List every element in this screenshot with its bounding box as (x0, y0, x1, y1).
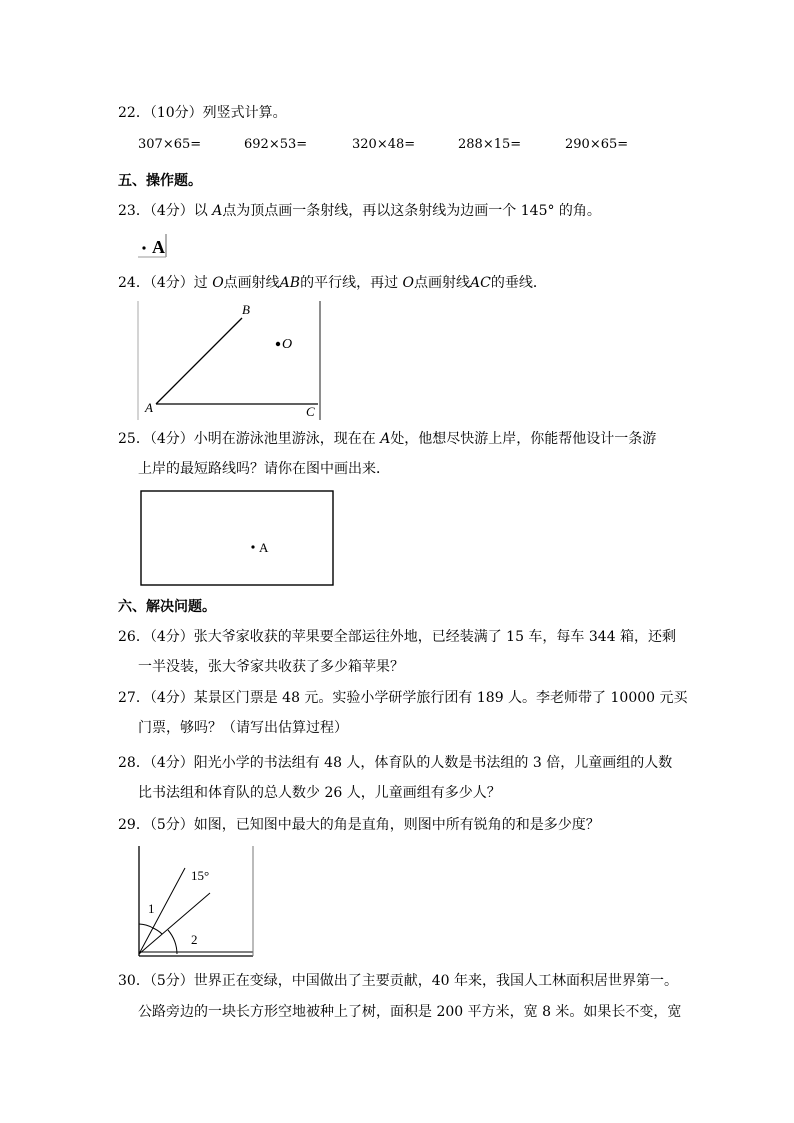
point-a-dot (142, 246, 145, 249)
calc-expr-5: 290×65= (565, 137, 629, 152)
pool-rectangle (141, 491, 333, 585)
angle-15-arc (153, 928, 162, 934)
q28-line-2: 比书法组和体育队的总人数少 26 人，儿童画组有多少人？ (138, 785, 501, 801)
label-b: B (242, 302, 250, 317)
label-o: O (282, 337, 293, 352)
calc-expr-2: 692×53= (244, 137, 308, 152)
q22-text: 22．（10分）列竖式计算。 (118, 105, 287, 121)
q23-text: 23．（4分）以 A点为顶点画一条射线，再以这条射线为边画一个 145° 的角。 (118, 203, 601, 219)
q29-text: 29．（5分）如图，已知图中最大的角是直角，则图中所有锐角的和是多少度？ (118, 817, 600, 833)
q26-line-1: 26．（4分）张大爷家收获的苹果要全部运往外地，已经装满了 15 车，每车 344 箱，还剩 (118, 629, 677, 645)
q30-line-1: 30．（5分）世界正在变绿，中国做出了主要贡献，40 年来，我国人工林面积居世界第一。 (118, 973, 678, 989)
q25-line-2: 上岸的最短路线吗？请你在图中画出来． (138, 461, 390, 477)
angle-1-label: 1 (148, 901, 155, 916)
angle-15-label: 15° (191, 868, 210, 883)
q26-line-2: 一半没装，张大爷家共收获了多少箱苹果？ (138, 659, 404, 675)
q29-angle-figure (138, 846, 256, 960)
label-c: C (306, 404, 315, 419)
q27-line-1: 27．（4分）某景区门票是 48 元。实验小学研学旅行团有 189 人。李老师带了 10000 元买 (118, 690, 688, 706)
q23-point-figure (138, 233, 170, 259)
section-6-heading: 六、解决问题。 (118, 599, 216, 615)
label-a: A (145, 400, 153, 415)
q28-line-1: 28．（4分）阳光小学的书法组有 48 人，体育队的人数是书法组的 3 倍，儿童画组的人数 (118, 755, 673, 771)
q24-ray-figure (138, 300, 328, 422)
angle-1-arc (139, 924, 153, 928)
angle-ray-upper (139, 868, 185, 954)
calc-expr-1: 307×65= (138, 137, 202, 152)
q24-text: 24．（4分）过 O点画射线AB的平行线，再过 O点画射线AC的垂线． (118, 275, 547, 291)
point-o-dot (276, 342, 280, 346)
q27-line-2: 门票，够吗？（请写出估算过程） (138, 720, 348, 736)
calc-expr-3: 320×48= (352, 137, 416, 152)
q30-line-2: 公路旁边的一块长方形空地被种上了树，面积是 200 平方米，宽 8 米。如果长不变，宽 (138, 1004, 682, 1020)
angle-2-arc (168, 930, 177, 954)
point-a-label: A (152, 237, 165, 257)
q25-pool-figure (140, 490, 335, 586)
pool-point-a-dot (251, 545, 254, 548)
pool-point-a-label: A (259, 540, 269, 555)
section-5-heading: 五、操作题。 (118, 173, 202, 189)
q25-line-1: 25．（4分）小明在游泳池里游泳，现在在 A处，他想尽快游上岸，你能帮他设计一条游 (118, 431, 657, 447)
angle-2-label: 2 (191, 932, 198, 947)
ray-ab (156, 318, 242, 404)
calc-expr-4: 288×15= (458, 137, 522, 152)
